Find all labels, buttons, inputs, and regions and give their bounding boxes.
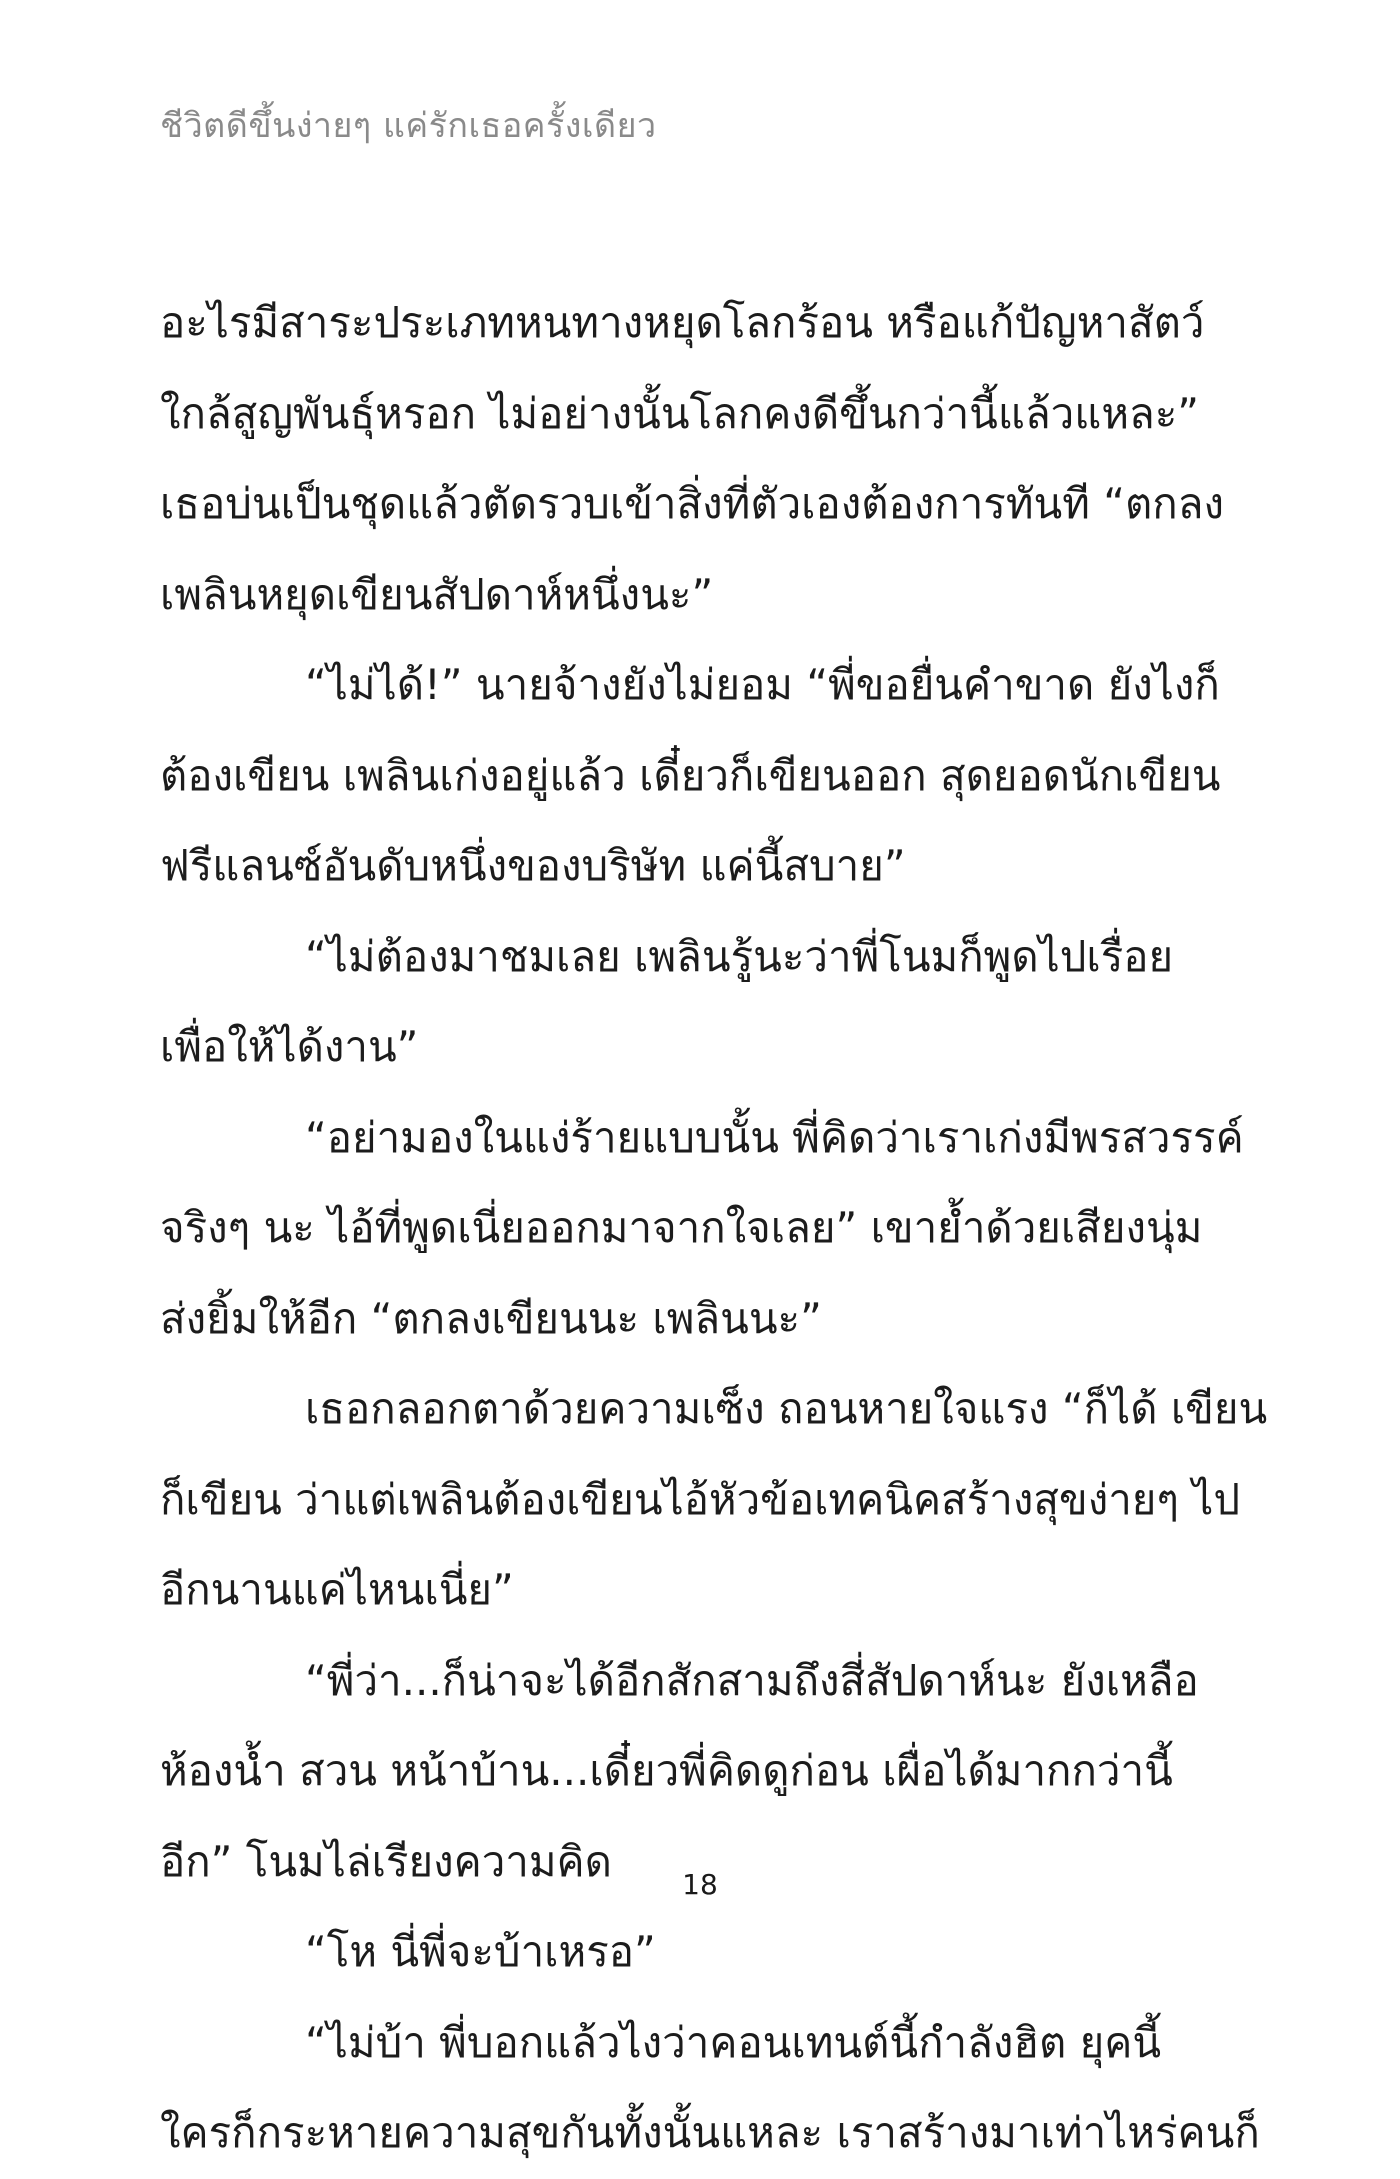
text-line: อีกนานแค่ไหนเนี่ย” <box>160 1565 514 1614</box>
text-line: เธอบ่นเป็นชุดแล้วตัดรวบเข้าสิ่งที่ตัวเองต้องการทันที “ตกลง <box>160 479 1224 528</box>
text-line: ส่งยิ้มให้อีก “ตกลงเขียนนะ เพลินนะ” <box>160 1293 822 1343</box>
text-line: ฟรีแลนซ์อันดับหนึ่งของบริษัท แค่นี้สบาย” <box>160 841 906 890</box>
text-line: อีก” โนมไล่เรียงความคิด <box>160 1836 612 1886</box>
page-number: 18 <box>682 1868 718 1901</box>
text-line: “ไม่ได้!” นายจ้างยังไม่ยอม “พี่ขอยื่นคำขาด ยังไงก็ <box>305 660 1220 709</box>
text-line: “อย่ามองในแง่ร้ายแบบนั้น พี่คิดว่าเราเก่งมีพรสวรรค์ <box>305 1112 1244 1162</box>
text-line: จริงๆ นะ ไอ้ที่พูดเนี่ยออกมาจากใจเลย” เขาย้ำด้วยเสียงนุ่ม <box>160 1203 1203 1252</box>
text-line: เพลินหยุดเขียนสัปดาห์หนึ่งนะ” <box>160 569 714 619</box>
text-line: ใครก็กระหายความสุขกันทั้งนั้นแหละ เราสร้างมาเท่าไหร่คนก็ <box>160 2108 1260 2157</box>
text-line: เธอกลอกตาด้วยความเซ็ง ถอนหายใจแรง “ก็ได้ เขียน <box>305 1384 1268 1433</box>
text-line: ใกล้สูญพันธุ์หรอก ไม่อย่างนั้นโลกคงดีขึ้นกว่านี้แล้วแหละ” <box>160 388 1200 438</box>
text-line: “ไม่บ้า พี่บอกแล้วไงว่าคอนเทนต์นี้กำลังฮิต ยุคนี้ <box>305 2017 1162 2067</box>
text-line: อะไรมีสาระประเภทหนทางหยุดโลกร้อน หรือแก้ปัญหาสัตว์ <box>160 298 1205 347</box>
text-line: ห้องน้ำ สวน หน้าบ้าน...เดี๋ยวพี่คิดดูก่อน เผื่อได้มากกว่านี้ <box>160 1746 1173 1795</box>
text-line: “พี่ว่า...ก็น่าจะได้อีกสักสามถึงสี่สัปดาห์นะ ยังเหลือ <box>305 1655 1199 1705</box>
text-line: “โห นี่พี่จะบ้าเหรอ” <box>305 1927 656 1976</box>
text-line: เพื่อให้ได้งาน” <box>160 1022 419 1071</box>
running-header-title: ชีวิตดีขึ้นง่ายๆ แค่รักเธอครั้งเดียว <box>160 106 657 146</box>
text-line: ก็เขียน ว่าแต่เพลินต้องเขียนไอ้หัวข้อเทคนิคสร้างสุขง่ายๆ ไป <box>160 1474 1241 1524</box>
text-line: “ไม่ต้องมาชมเลย เพลินรู้นะว่าพี่โนมก็พูดไปเรื่อย <box>305 931 1174 981</box>
text-line: ต้องเขียน เพลินเก่งอยู่แล้ว เดี๋ยวก็เขียนออก สุดยอดนักเขียน <box>160 750 1221 800</box>
